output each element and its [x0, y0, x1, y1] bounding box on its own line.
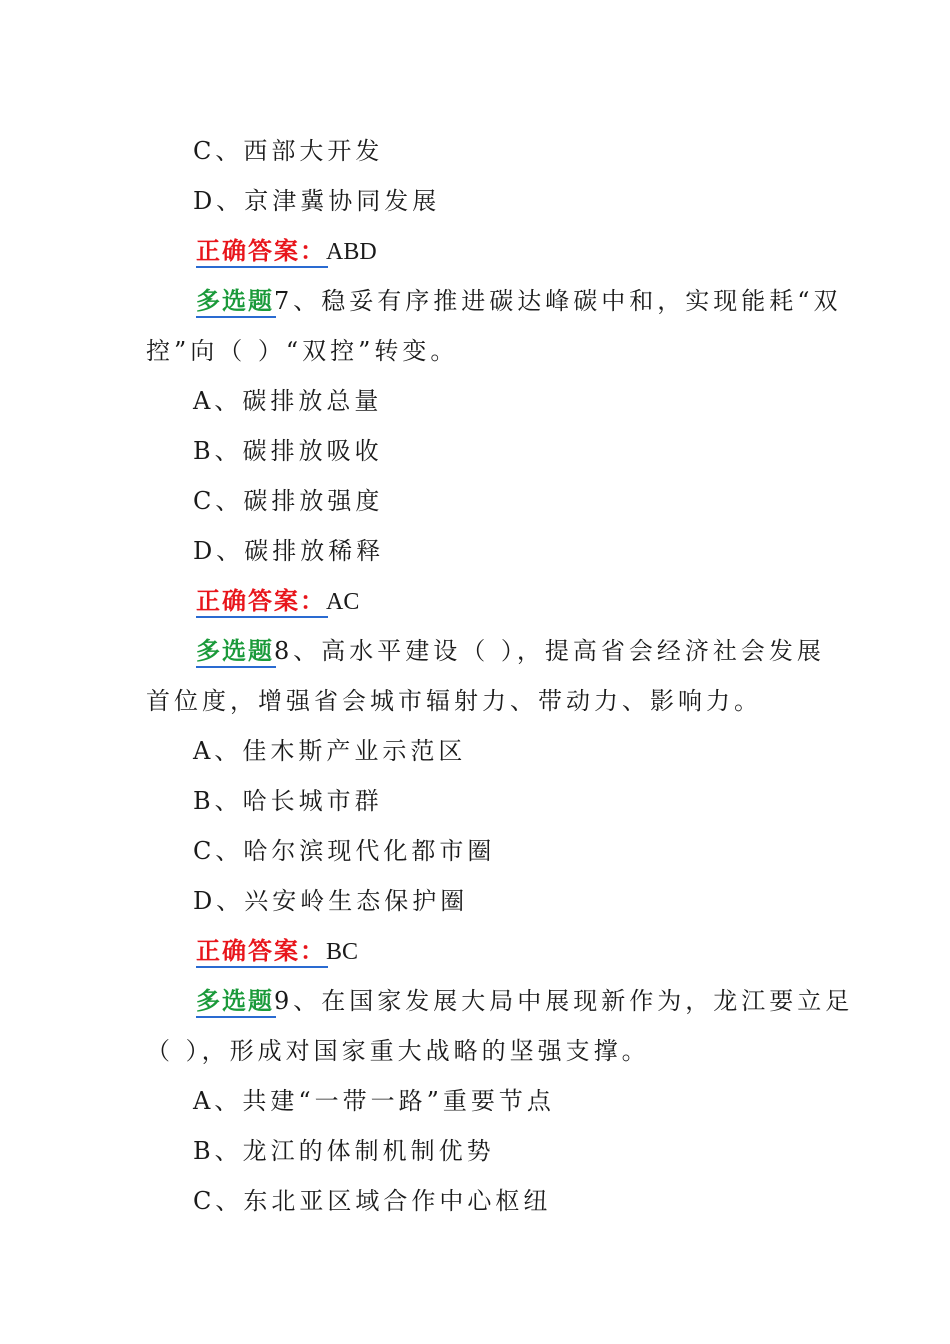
question-text: 9、在国家发展大局中展现新作为，龙江要立足	[274, 987, 854, 1015]
question-7-line-2: 控”向（ ）“双控”转变。	[146, 337, 459, 365]
answer-value: ABD	[326, 239, 377, 265]
option-c: C、碳排放强度	[193, 487, 384, 515]
question-text: 8、高水平建设（ ），提高省会经济社会发展	[274, 637, 825, 665]
option-d: D、兴安岭生态保护圈	[193, 887, 469, 915]
question-type-tag: 多选题	[196, 634, 274, 668]
question-9-line-2: （ ），形成对国家重大战略的坚强支撑。	[146, 1037, 650, 1065]
answer-line	[196, 234, 377, 269]
option-b: B、哈长城市群	[193, 787, 383, 815]
option-a: A、碳排放总量	[193, 387, 383, 415]
question-7-line-1	[196, 284, 842, 318]
answer-value: BC	[326, 939, 359, 965]
answer-value: AC	[326, 589, 360, 615]
option-d: D、碳排放稀释	[193, 537, 385, 565]
option-c: C、哈尔滨现代化都市圈	[193, 837, 496, 865]
question-9-line-1	[196, 984, 854, 1018]
option-c: C、东北亚区域合作中心枢纽	[193, 1187, 552, 1215]
option-a: A、共建“一带一路”重要节点	[193, 1087, 555, 1115]
question-text: 7、稳妥有序推进碳达峰碳中和，实现能耗“双	[274, 287, 842, 315]
question-type-tag: 多选题	[196, 284, 274, 318]
answer-label: 正确答案：	[196, 234, 326, 268]
option-d: D、京津冀协同发展	[193, 187, 441, 215]
answer-line	[196, 584, 359, 619]
question-8-line-2: 首位度，增强省会城市辐射力、带动力、影响力。	[146, 687, 762, 715]
option-b: B、碳排放吸收	[193, 437, 383, 465]
answer-label: 正确答案：	[196, 934, 326, 968]
answer-line	[196, 934, 358, 969]
option-c: C、西部大开发	[193, 137, 384, 165]
question-type-tag: 多选题	[196, 984, 274, 1018]
answer-label: 正确答案：	[196, 584, 326, 618]
option-b: B、龙江的体制机制优势	[193, 1137, 495, 1165]
question-8-line-1	[196, 634, 825, 668]
option-a: A、佳木斯产业示范区	[193, 737, 467, 765]
